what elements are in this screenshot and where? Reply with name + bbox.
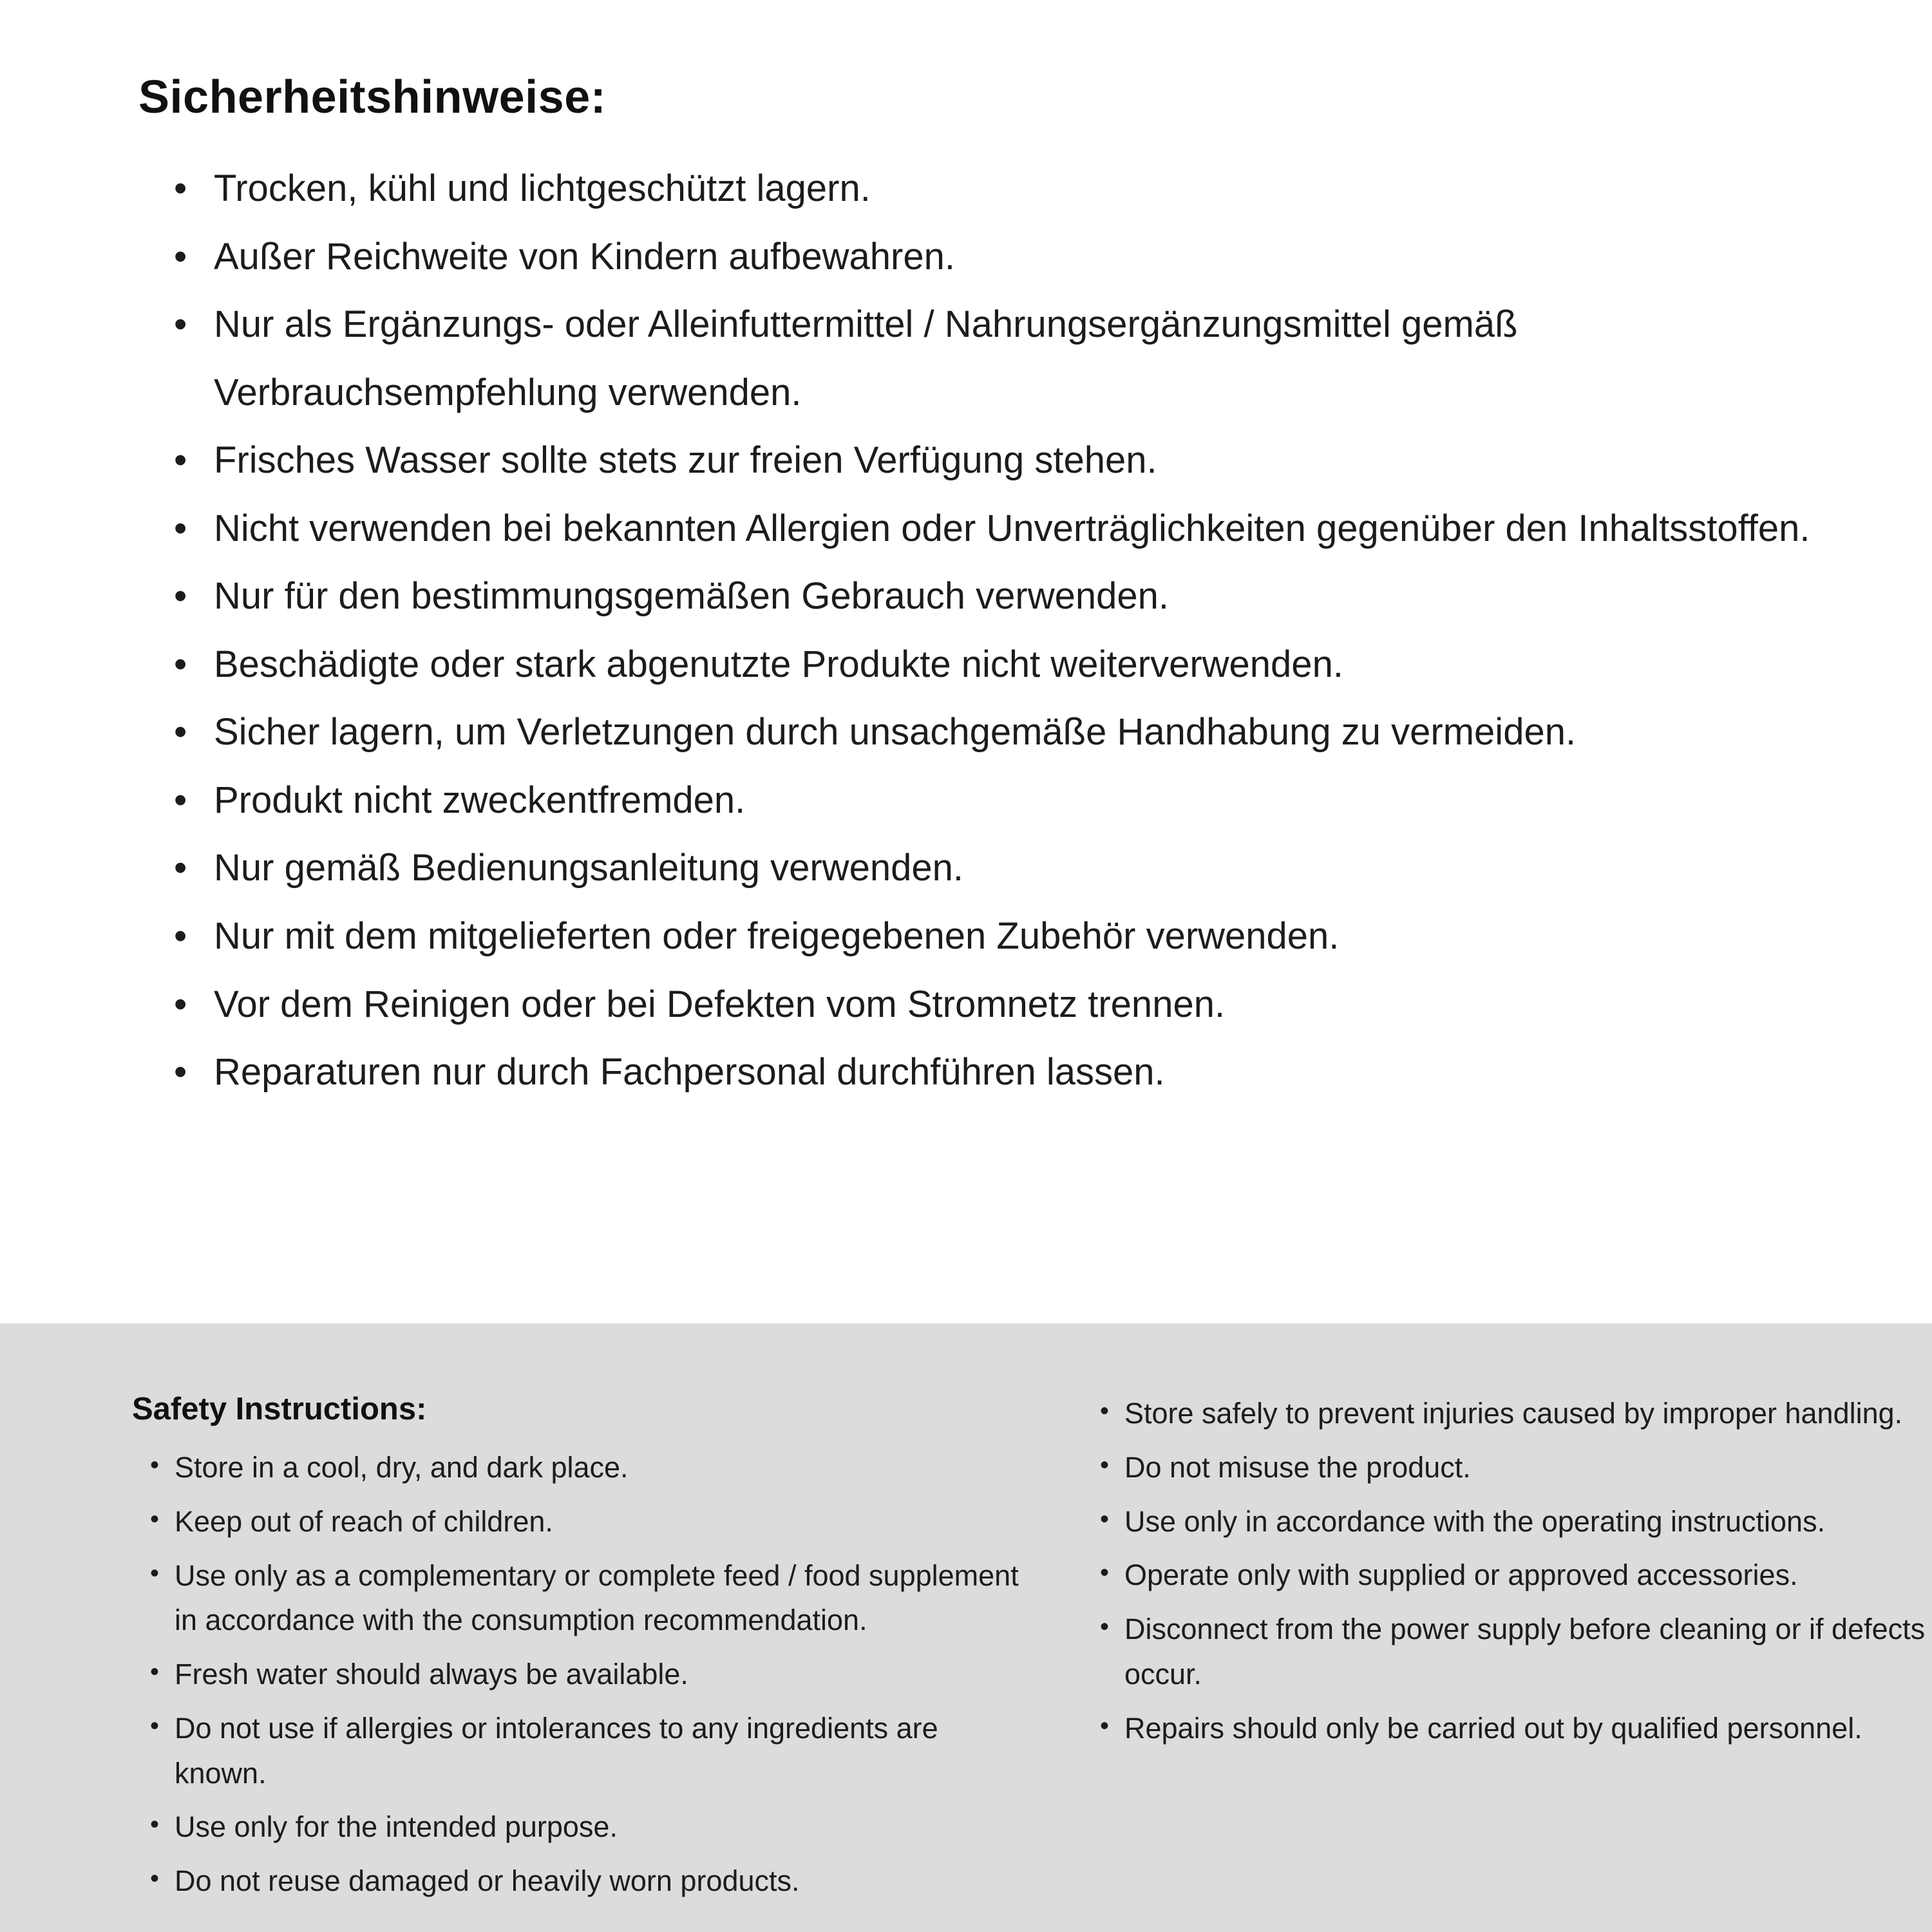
list-item: • Nur mit dem mitgelieferten oder freigegebenen Zubehör verwenden. [174,902,1835,971]
list-item: • Operate only with supplied or approved accessories. [1095,1553,1932,1598]
list-item: • Do not reuse damaged or heavily worn products. [145,1859,1024,1904]
list-item: • Use only for the intended purpose. [145,1804,1024,1850]
list-item: • Produkt nicht zweckentfremden. [174,766,1835,835]
english-instruction-list-left [132,1445,1024,1904]
german-instruction-list [138,155,1835,1106]
list-item: • Nicht verwenden bei bekannten Allergien oder Unverträglichkeiten gegenüber den Inhaltsstoffen. [174,495,1835,563]
list-item: • Disconnect from the power supply before cleaning or if defects occur. [1095,1607,1932,1697]
list-item: • Fresh water should always be available. [145,1652,1024,1697]
list-item: • Außer Reichweite von Kindern aufbewahren. [174,223,1835,291]
english-instruction-list-right [1095,1391,1932,1750]
list-item: • Do not misuse the product. [1095,1445,1932,1490]
list-item: • Keep out of reach of children. [145,1499,1024,1544]
list-item: • Beschädigte oder stark abgenutzte Produkte nicht weiterverwenden. [174,630,1835,699]
english-section [0,1323,1932,1932]
list-item: • Store in a cool, dry, and dark place. [145,1445,1024,1490]
english-left-column [132,1391,1024,1932]
list-item: • Trocken, kühl und lichtgeschützt lagern. [174,155,1835,223]
list-item: • Store safely to prevent injuries caused by improper handling. [1095,1391,1932,1436]
list-item: • Sicher lagern, um Verletzungen durch unsachgemäße Handhabung zu vermeiden. [174,698,1835,766]
english-right-column [1095,1391,1932,1932]
list-item: • Nur gemäß Bedienungsanleitung verwenden. [174,834,1835,902]
list-item: • Vor dem Reinigen oder bei Defekten vom Stromnetz trennen. [174,971,1835,1039]
list-item: • Use only as a complementary or complete feed / food supplement in accordance with the consumption recommendation. [145,1553,1024,1643]
list-item: • Nur als Ergänzungs- oder Alleinfuttermittel / Nahrungsergänzungsmittel gemäß Verbrauchsempfehlung verwenden. [174,290,1835,426]
list-item: • Nur für den bestimmungsgemäßen Gebrauch verwenden. [174,562,1835,630]
english-section-title: Safety Instructions: [132,1392,427,1426]
german-section-title: Sicherheitshinweise: [138,71,607,123]
list-item: • Repairs should only be carried out by qualified personnel. [1095,1706,1932,1751]
list-item: • Use only in accordance with the operating instructions. [1095,1499,1932,1544]
list-item: • Frisches Wasser sollte stets zur freien Verfügung stehen. [174,426,1835,495]
list-item: • Reparaturen nur durch Fachpersonal durchführen lassen. [174,1038,1835,1106]
list-item: • Do not use if allergies or intolerances to any ingredients are known. [145,1706,1024,1796]
